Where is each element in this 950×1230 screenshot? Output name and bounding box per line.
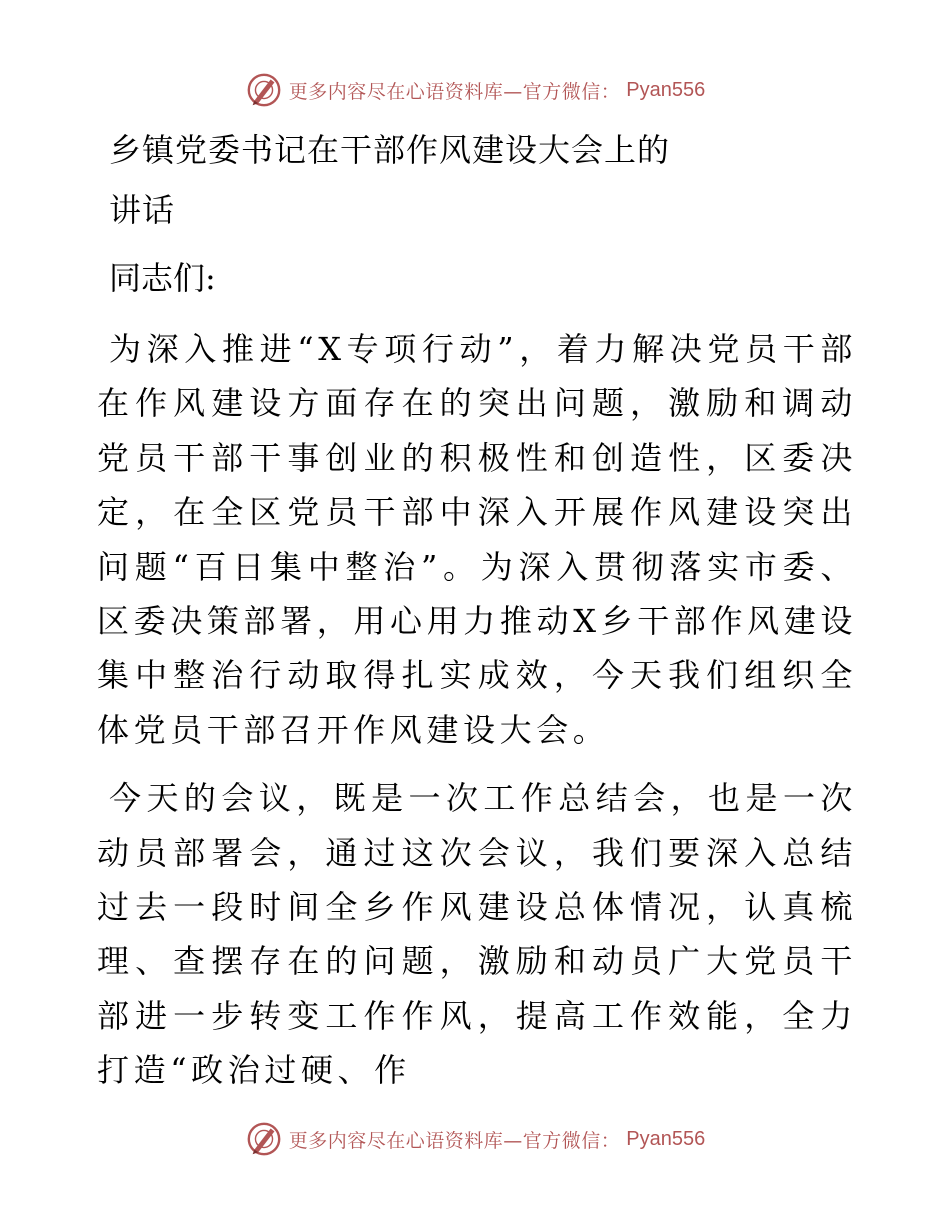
pen-logo-icon [245, 1120, 283, 1158]
greeting: 同志们: [109, 259, 216, 297]
document-title-line2: 讲话 [109, 191, 176, 229]
paragraph: 为深入推进“X专项行动”，着力解决党员干部在作风建设方面存在的突出问题，激励和调动党员干部干事创业的积极性和创造性，区委决定，在全区党员干部中深入开展作风建设突出问题“百日集中整治”。为深入贯彻落实市委、区委决策部署，用心用力推动X乡干部作风建设集中整治行动取得扎实成效，今天我们组织全体党员干部召开作风建设大会。 [97, 330, 857, 749]
watermark-wechat-id: Pyan556 [626, 78, 706, 101]
watermark-wechat-id: Pyan556 [626, 1127, 706, 1150]
document-body [97, 120, 857, 1112]
watermark-text: 更多内容尽在心语资料库—官方微信： [288, 80, 621, 103]
paragraph: 今天的会议，既是一次工作总结会，也是一次动员部署会，通过这次会议，我们要深入总结过去一段时间全乡作风建设总体情况，认真梳理、查摆存在的问题，激励和动员广大党员干部进一步转变工作作风，提高工作效能，全力打造“政治过硬、作 [97, 779, 857, 1090]
footer-watermark [0, 1117, 950, 1161]
document-title-line1: 乡镇党委书记在干部作风建设大会上的 [109, 131, 671, 169]
header-watermark [0, 68, 950, 112]
pen-logo-icon [245, 71, 283, 109]
watermark-text: 更多内容尽在心语资料库—官方微信： [288, 1129, 621, 1152]
